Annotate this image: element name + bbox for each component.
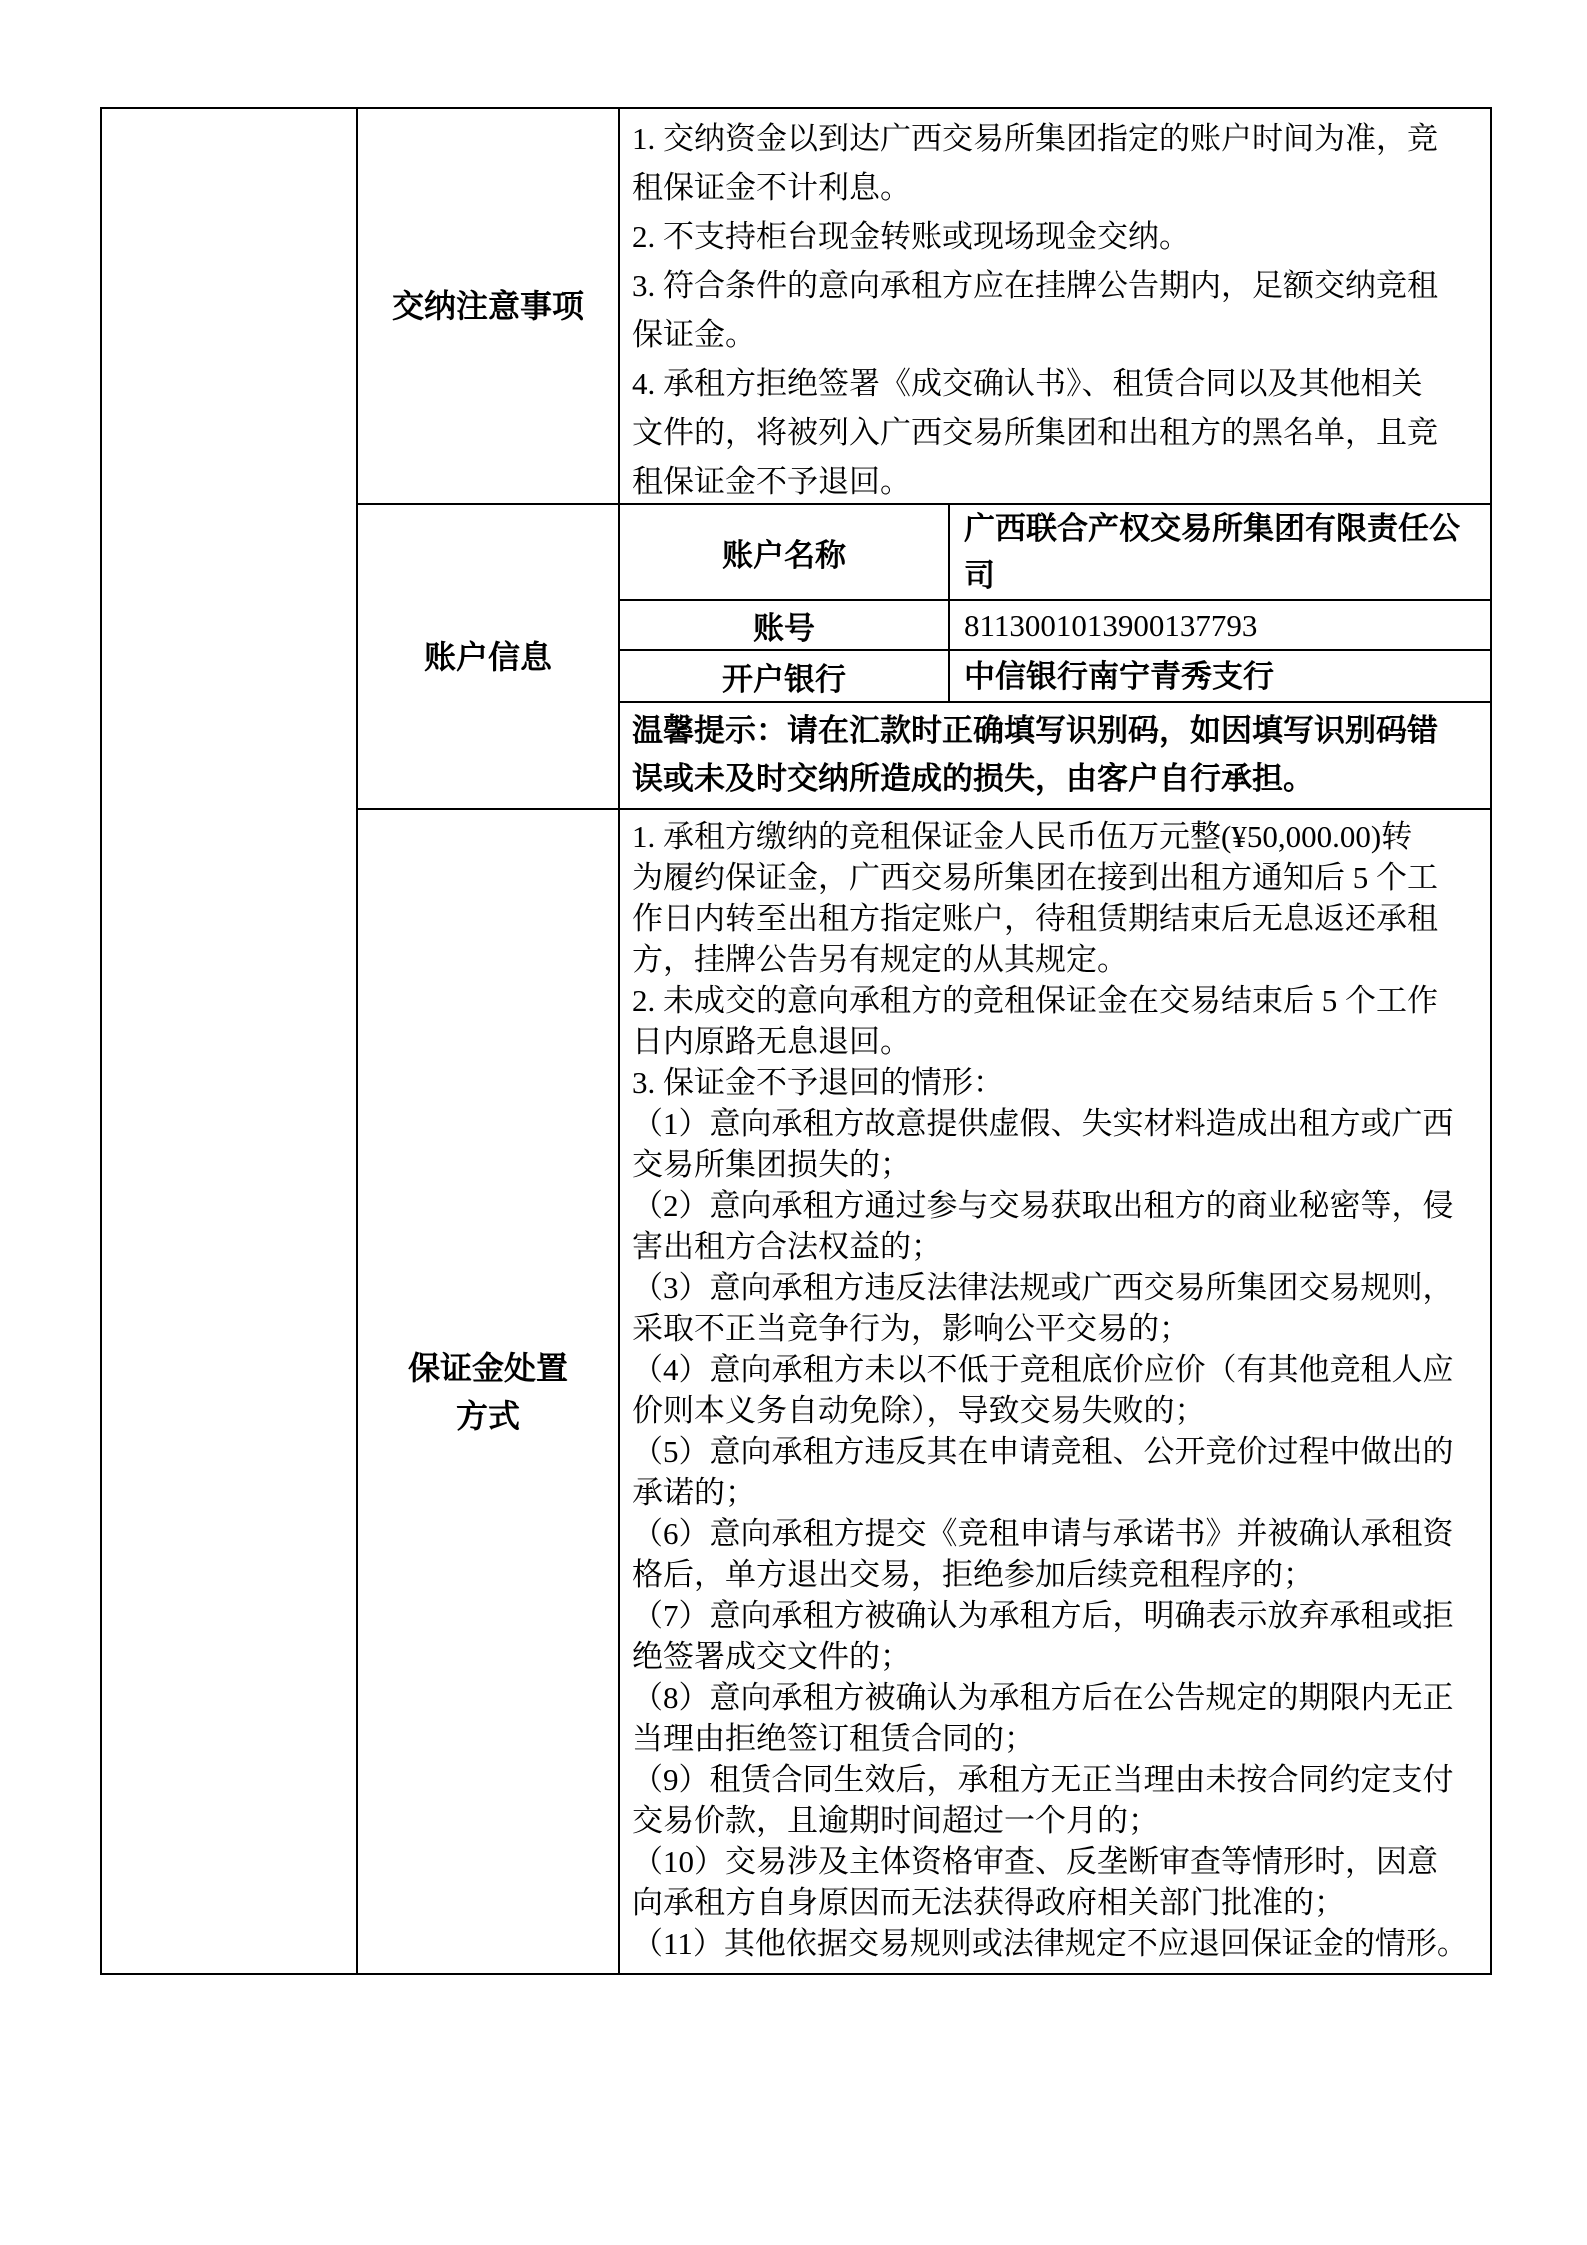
account-info-grid bbox=[620, 505, 1490, 808]
text-line: （10）交易涉及主体资格审查、反垄断审查等情形时，因意 bbox=[632, 1844, 1438, 1879]
text-line: （6）意向承租方提交《竞租申请与承诺书》并被确认承租资 bbox=[632, 1516, 1454, 1551]
text-line: 保证金。 bbox=[632, 317, 756, 352]
text-line: （2）意向承租方通过参与交易获取出租方的商业秘密等，侵 bbox=[632, 1188, 1454, 1223]
text-line: 1. 交纳资金以到达广西交易所集团指定的账户时间为准，竞 bbox=[632, 121, 1438, 156]
text-line: 交易所集团损失的； bbox=[632, 1147, 911, 1182]
text-line: 2. 不支持柜台现金转账或现场现金交纳。 bbox=[632, 219, 1190, 254]
text-line: （11）其他依据交易规则或法律规定不应退回保证金的情形。 bbox=[632, 1926, 1468, 1961]
text-line: （8）意向承租方被确认为承租方后在公告规定的期限内无正 bbox=[632, 1680, 1454, 1715]
text-line: 为履约保证金，广西交易所集团在接到出租方通知后 5 个工 bbox=[632, 860, 1438, 895]
text-line: 温馨提示：请在汇款时正确填写识别码，如因填写识别码错 bbox=[632, 713, 1438, 748]
text-line: 方，挂牌公告另有规定的从其规定。 bbox=[632, 942, 1128, 977]
row-deposit-disposal bbox=[358, 810, 1490, 1973]
text-line: 向承租方自身原因而无法获得政府相关部门批准的； bbox=[632, 1885, 1345, 1920]
text-line: 4. 承租方拒绝签署《成交确认书》、租赁合同以及其他相关 bbox=[632, 366, 1423, 401]
account-name-row bbox=[620, 505, 1490, 601]
text-line: （1）意向承租方故意提供虚假、失实材料造成出租方或广西 bbox=[632, 1106, 1454, 1141]
text-line: 误或未及时交纳所造成的损失，由客户自行承担。 bbox=[632, 761, 1314, 796]
text-line: （3）意向承租方违反法律法规或广西交易所集团交易规则， bbox=[632, 1270, 1454, 1305]
account-info-label bbox=[358, 505, 620, 808]
bank-label: 开户银行 bbox=[620, 651, 950, 701]
text-line: 作日内转至出租方指定账户，待租赁期结束后无息返还承租 bbox=[632, 901, 1438, 936]
text-line: 文件的，将被列入广西交易所集团和出租方的黑名单，且竞 bbox=[632, 415, 1438, 450]
account-number-row bbox=[620, 601, 1490, 651]
bank-value bbox=[950, 651, 1490, 701]
table-body bbox=[358, 109, 1490, 1973]
account-name-text: 广西联合产权交易所集团有限责任公司 bbox=[964, 511, 1460, 593]
account-number-value bbox=[950, 601, 1490, 649]
label-text: 账户信息 bbox=[423, 638, 552, 675]
text-line: （5）意向承租方违反其在申请竞租、公开竞价过程中做出的 bbox=[632, 1434, 1454, 1469]
text-line: 3. 保证金不予退回的情形： bbox=[632, 1065, 1004, 1100]
bank-row bbox=[620, 651, 1490, 703]
payment-notes-label bbox=[358, 109, 620, 503]
text-line: 日内原路无息退回。 bbox=[632, 1024, 911, 1059]
text-line: 交易价款，且逾期时间超过一个月的； bbox=[632, 1803, 1159, 1838]
account-number-label: 账号 bbox=[620, 601, 950, 649]
text-line: 价则本义务自动免除），导致交易失败的； bbox=[632, 1393, 1206, 1428]
account-name-value bbox=[950, 505, 1490, 599]
row-payment-notes bbox=[358, 109, 1490, 505]
deposit-disposal-label bbox=[358, 810, 620, 1973]
text-line: 采取不正当竞争行为，影响公平交易的； bbox=[632, 1311, 1190, 1346]
text-line: 格后，单方退出交易，拒绝参加后续竞租程序的； bbox=[632, 1557, 1314, 1592]
info-table bbox=[100, 107, 1492, 1975]
payment-notes-content bbox=[620, 109, 1490, 503]
deposit-disposal-content bbox=[620, 810, 1490, 1973]
text-line: 2. 未成交的意向承租方的竞租保证金在交易结束后 5 个工作 bbox=[632, 983, 1438, 1018]
label-text: 交纳注意事项 bbox=[391, 288, 584, 324]
text-line: 租保证金不计利息。 bbox=[632, 170, 911, 205]
text-line: 租保证金不予退回。 bbox=[632, 464, 911, 499]
account-number-text: 8113001013900137793 bbox=[964, 607, 1258, 643]
text-line: 当理由拒绝签订租赁合同的； bbox=[632, 1721, 1035, 1756]
text-line: 绝签署成交文件的； bbox=[632, 1639, 911, 1674]
text-line: 承诺的； bbox=[632, 1475, 756, 1510]
text-line: （4）意向承租方未以不低于竞租底价应价（有其他竞租人应 bbox=[632, 1352, 1454, 1387]
text-line: 1. 承租方缴纳的竞租保证金人民币伍万元整(¥50,000.00)转 bbox=[632, 819, 1413, 854]
bank-text: 中信银行南宁青秀支行 bbox=[964, 658, 1274, 694]
label-text-line1: 保证金处置 bbox=[407, 1349, 568, 1386]
remittance-tip bbox=[620, 703, 1490, 808]
account-name-label: 账户名称 bbox=[620, 505, 950, 599]
text-line: 3. 符合条件的意向承租方应在挂牌公告期内，足额交纳竞租 bbox=[632, 268, 1438, 303]
label-text-line2: 方式 bbox=[455, 1397, 520, 1434]
merged-empty-cell bbox=[102, 109, 358, 1973]
text-line: （9）租赁合同生效后，承租方无正当理由未按合同约定支付 bbox=[632, 1762, 1454, 1797]
text-line: 害出租方合法权益的； bbox=[632, 1229, 942, 1264]
text-line: （7）意向承租方被确认为承租方后，明确表示放弃承租或拒 bbox=[632, 1598, 1454, 1633]
row-account-info bbox=[358, 505, 1490, 810]
